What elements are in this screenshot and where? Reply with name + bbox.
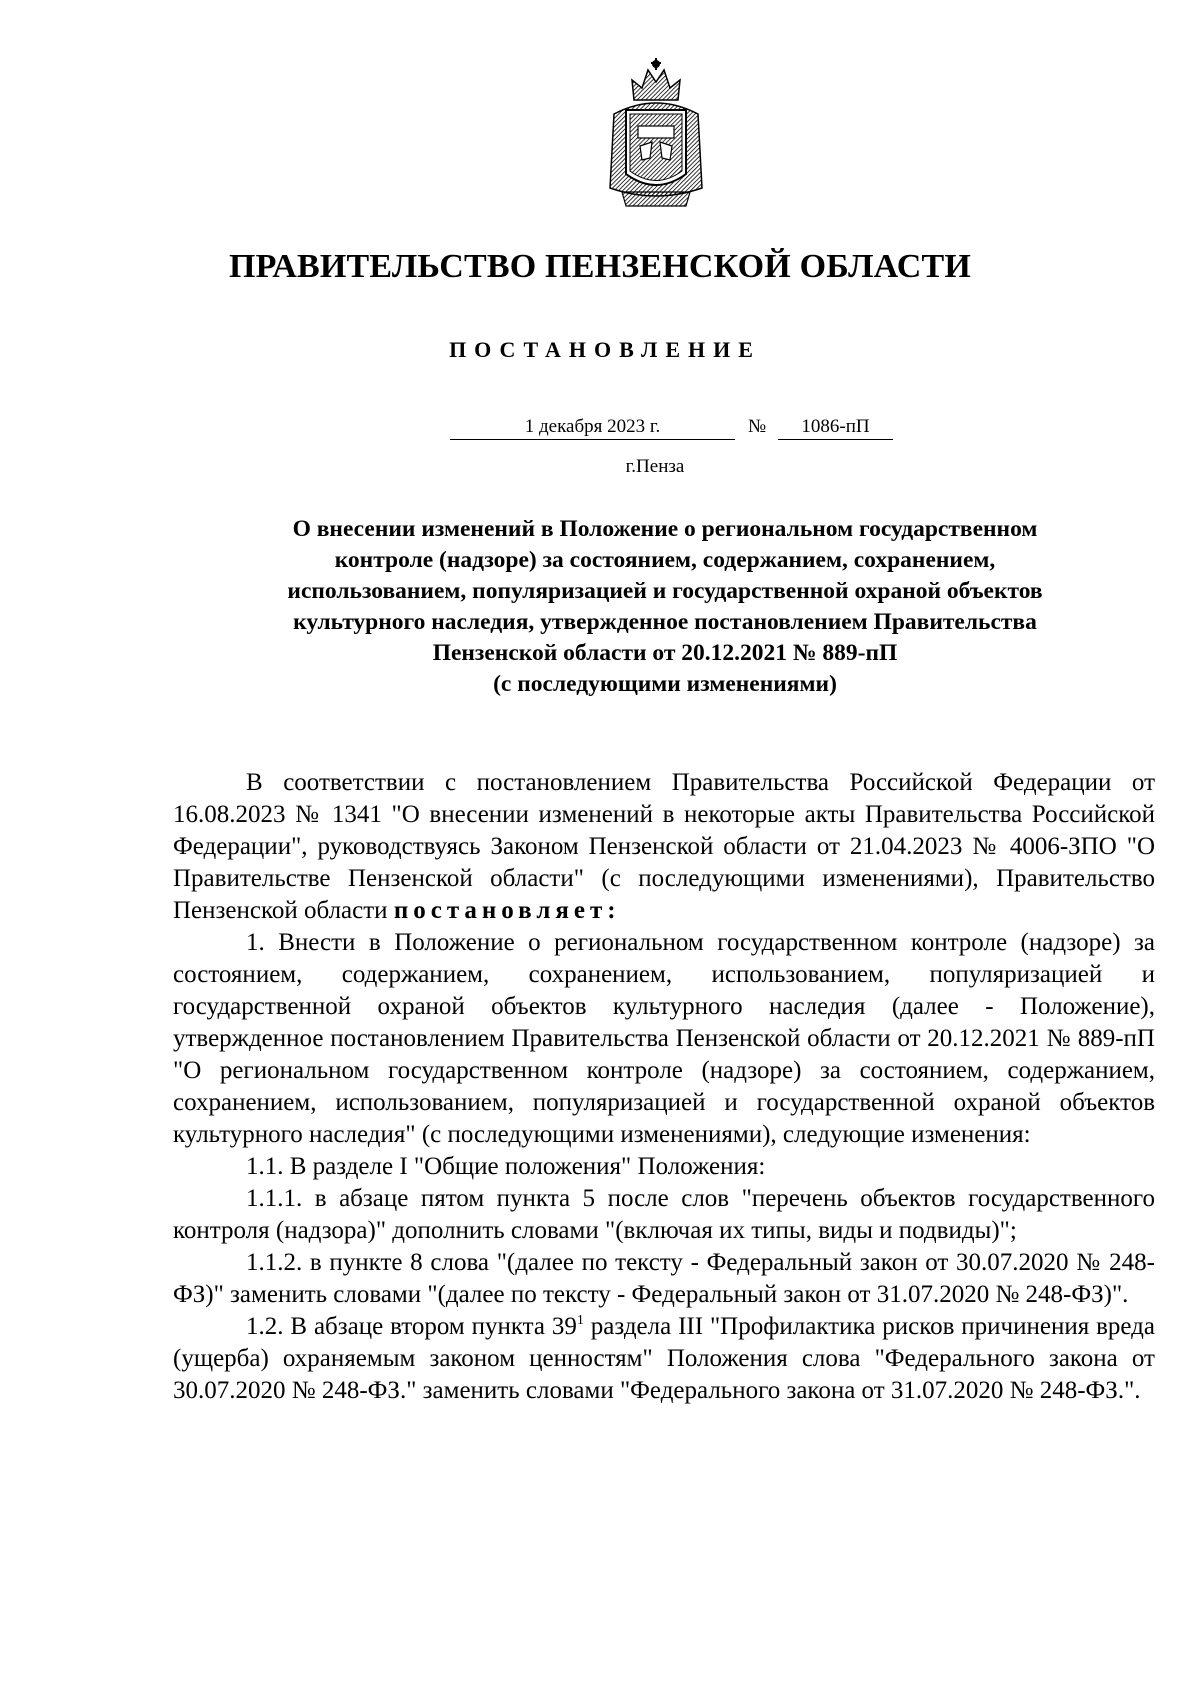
paragraph-1-2-start: 1.2. В абзаце втором пункта 39 [246,1313,577,1340]
document-body [173,767,1155,1407]
paragraph-1-1-1: 1.1.1. в абзаце пятом пункта 5 после слов "перечень объектов государственного контроля (надзора)" дополнить словами "(включая их типы, виды и подвиды)"; [173,1185,1155,1244]
paragraph-1-2-superscript: 1 [576,1313,584,1328]
paragraph-1-2-rest: раздела III "Профилактика рисков причинения вреда (ущерба) охраняемым законом ценностям" Положения слова "Федерального закона от 30.07.2020 № 248-ФЗ." заменить словами "Федерального закона от 31.07.2020 № 248-ФЗ.". [173,1313,1155,1404]
penza-oblast-coat-of-arms-icon [604,56,708,212]
paragraph-1-2 [173,1311,1155,1407]
document-city: г.Пенза [625,456,685,477]
subject-line: использованием, популяризацией и государственной охраной объектов [287,578,1043,604]
organization-title: ПРАВИТЕЛЬСТВО ПЕНЗЕНСКОЙ ОБЛАСТИ [228,248,971,285]
document-type: ПОСТАНОВЛЕНИЕ [449,337,761,362]
subject-line: О внесении изменений в Положение о региональном государственном [292,516,1038,542]
subject-line: контроле (надзоре) за состоянием, содержанием, сохранением, [334,547,996,573]
subject-line: культурного наследия, утвержденное постановлением Правительства [293,609,1037,635]
document-subject [175,514,1155,700]
subject-line: (с последующими изменениями) [493,671,837,697]
decree-word: постановляет: [393,897,621,924]
subject-line: Пензенской области от 20.12.2021 № 889-пП [432,640,898,666]
number-sign: № [748,416,767,437]
preamble-paragraph [173,767,1155,927]
document-date: 1 декабря 2023 г. [450,416,735,440]
paragraph-1: 1. Внести в Положение о региональном государственном контроле (надзоре) за состоянием, содержанием, сохранением, использованием, популяризацией и государственной охраной объектов культурного наследия (далее - Положение), утвержденное постановлением Правительства Пензенской области от 20.12.2021 № 889-пП "О региональном государственном контроле (надзоре) за состоянием, содержанием, сохранением, использованием, популяризацией и государственной охраной объектов культурного наследия" (с последующими изменениями), следующие изменения: [173,929,1155,1148]
document-number: 1086-пП [778,416,893,440]
paragraph-1-1: 1.1. В разделе I "Общие положения" Положения: [246,1153,766,1180]
paragraph-1-1-2: 1.1.2. в пункте 8 слова "(далее по тексту - Федеральный закон от 30.07.2020 № 248-ФЗ)" заменить словами "(далее по тексту - Федеральный закон от 31.07.2020 № 248-ФЗ)". [173,1249,1155,1308]
preamble-text: В соответствии с постановлением Правительства Российской Федерации от 16.08.2023 № 1341 "О внесении изменений в некоторые акты Правительства Российской Федерации", руководствуясь Законом Пензенской области от 21.04.2023 № 4006-ЗПО "О Правительстве Пензенской области" (с последующими изменениями), Правительство Пензенской области [173,769,1155,924]
